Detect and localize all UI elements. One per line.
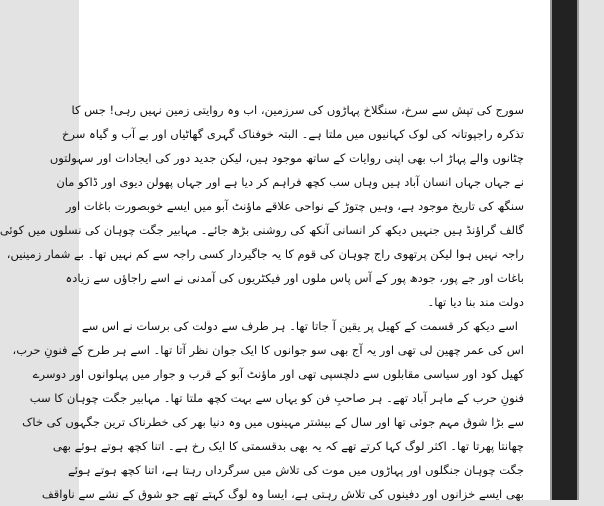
text-line: تذکرہ راجپوتانہ کی لوک کہانیوں میں ملتا ہے۔ البتہ خوفناک گہری گھاٹیاں اور بے آب و گیاہ سرخ	[61, 127, 524, 141]
text-line: دولت مند بنا دیا تھا۔	[427, 295, 524, 309]
text-line: چھانتا پھرتا تھا۔ اکثر لوگ کہا کرتے تھے کہ یہ بھی بدقسمتی کا ایک رخ ہے۔ اتنا کچھ ہوتے ہوئے بھی	[52, 439, 524, 453]
text-line: سنگھ کی تاریخ موجود ہے، وہیں چتوڑ کے نواحی علاقے ماؤنٹ آبو میں ایسے خوبصورت باغات اور	[65, 199, 524, 213]
scrollbar[interactable]	[550, 0, 579, 500]
text-line: گالف گراؤنڈ ہیں جنہیں دیکھ کر انسانی آنکھ کی روشنی بڑھ جائے۔ مہابیر جگت چوہان کی نسلوں میں کوئی	[0, 223, 524, 237]
text-line: چٹانوں والے پہاڑ اب بھی اپنی روایات کے ساتھ موجود ہیں، لیکن جدید دور کی ایجادات اور سہولتوں	[49, 151, 524, 165]
text-line: جگت چوہان جنگلوں اور پہاڑوں میں موت کی تلاش میں سرگرداں رہتا ہے، اتنا کچھ ہوتے ہوئے	[67, 463, 524, 477]
text-line: باغات اور جے پور، جودھ پور کے آس پاس ملوں اور فیکٹریوں کی آمدنی نے اسے راجاؤں سے زیادہ	[65, 271, 524, 285]
text-line: اس کی عمر چھین لی تھی اور یہ آج بھی سو جوانوں کا ایک جوان نظر آتا تھا۔ اسے ہر طرح کے فنونِ حرب،	[12, 343, 524, 357]
text-line: راجہ نہیں ہوا لیکن پرتھوی راج چوہان کی قوم کا یہ جاگیردار کسی راجہ سے کم نہیں تھا۔ بے شمار زمینیں،	[6, 247, 524, 261]
text-line: کھیل کود اور سیاسی مقابلوں سے دلچسپی تھی اور ماؤنٹ آبو کے قرب و جوار میں پہلوانوں اور دوسرے	[32, 367, 524, 381]
text-line: سے بڑا شوق مہم جوئی تھا اور سال کے بیشتر مہینوں میں وہ دنیا بھر کی خطرناک ترین جگہوں کی خاک	[22, 415, 524, 429]
document-text	[0, 98, 524, 506]
text-line: فنونِ حرب کے ماہر آباد تھے۔ ہر صاحبِ فن کو یہاں سے بہت کچھ ملتا تھا۔ مہابیر جگت چوہان کا سب	[29, 391, 524, 405]
text-line: سورج کی تپش سے سرخ، سنگلاخ پہاڑوں کی سرزمین، اب وہ روایتی زمین نہیں رہی! جس کا	[71, 103, 524, 117]
text-line: بھی ایسے خزانوں اور دفینوں کی تلاش رہتی ہے، ایسا وہ لوگ کہتے تھے جو شوق کے نشے سے ناواقف	[41, 487, 524, 501]
text-line: نے جہاں جہاں انسان آباد ہیں وہاں سب کچھ فراہم کر دیا ہے اور جہاں پھولن دیوی اور ڈاکو مان	[56, 175, 524, 189]
text-line: اسے دیکھ کر قسمت کے کھیل پر یقین آ جاتا تھا۔ ہر طرف سے دولت کی برسات نے اس سے	[81, 319, 518, 333]
